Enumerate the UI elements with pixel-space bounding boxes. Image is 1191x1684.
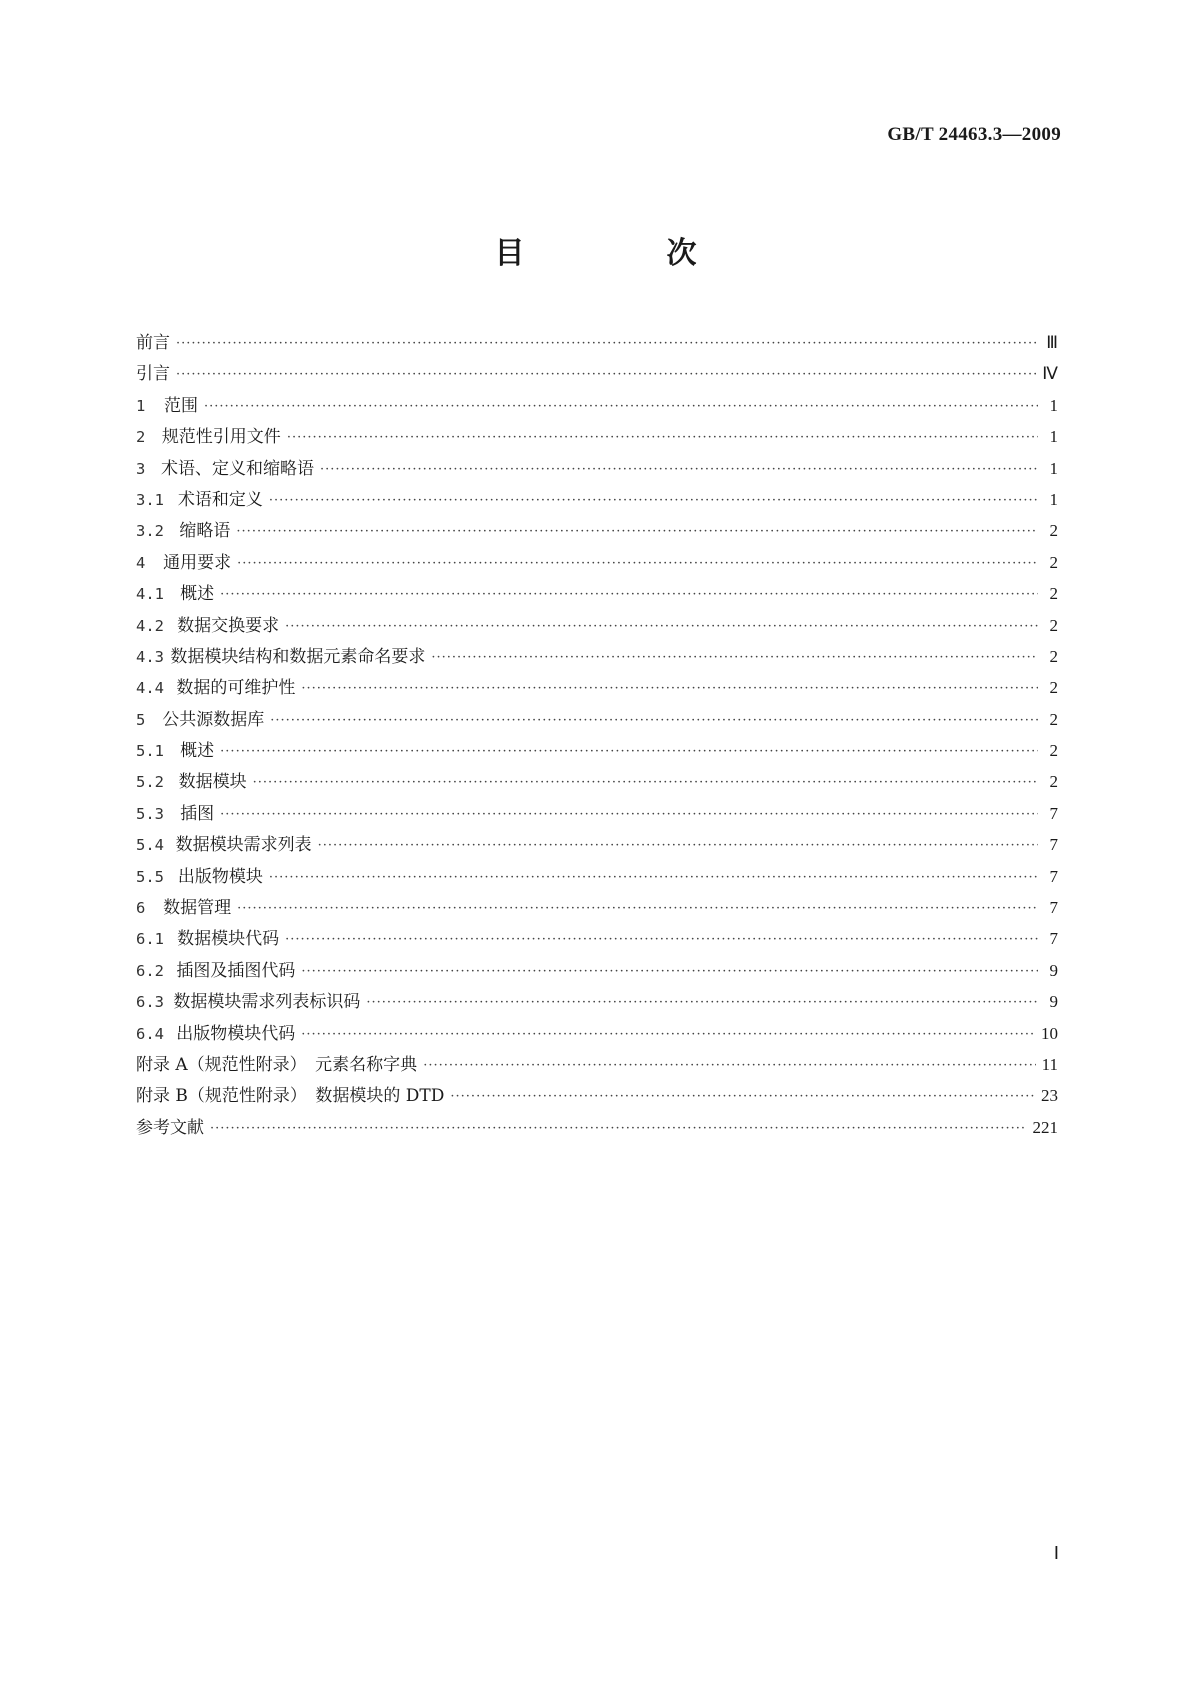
toc-entry-page: 7 xyxy=(1049,898,1058,918)
toc-entry-label: 缩略语 xyxy=(179,521,231,542)
toc-entry-number: 4.2 xyxy=(136,616,164,635)
toc-entry[interactable] xyxy=(136,893,1058,924)
toc-entry-number: 6 xyxy=(136,899,146,918)
toc-dot-leader xyxy=(287,431,1038,444)
toc-entry-page: 9 xyxy=(1049,960,1058,980)
toc-dot-leader xyxy=(318,839,1038,852)
toc-entry[interactable] xyxy=(136,1050,1058,1081)
toc-entry-page: 2 xyxy=(1049,552,1058,572)
toc-dot-leader xyxy=(220,808,1038,821)
toc-entry-label: 前言 xyxy=(136,333,170,353)
toc-dot-leader xyxy=(176,337,1038,350)
toc-entry-number: 5.4 xyxy=(136,836,164,855)
toc-entry-page: 7 xyxy=(1049,929,1058,949)
toc-entry-label: 术语和定义 xyxy=(177,489,263,510)
toc-entry-page: 7 xyxy=(1049,835,1058,855)
toc-dot-leader xyxy=(269,871,1038,884)
toc-entry-label: 数据管理 xyxy=(163,898,232,919)
toc-entry[interactable] xyxy=(136,705,1058,736)
toc-entry-page: 2 xyxy=(1049,615,1058,635)
toc-entry[interactable] xyxy=(136,548,1058,579)
toc-entry-page: 2 xyxy=(1049,709,1058,729)
toc-entry-label: 数据模块需求列表 xyxy=(175,835,312,856)
toc-entry-label: 出版物模块 xyxy=(177,866,263,887)
toc-entry-page: 2 xyxy=(1049,741,1058,761)
toc-entry-label: 数据模块结构和数据元素命名要求 xyxy=(170,646,426,667)
toc-entry-number: 6.1 xyxy=(136,930,164,949)
toc-dot-leader xyxy=(220,588,1038,601)
toc-entry-label: 概述 xyxy=(180,741,215,762)
toc-entry[interactable] xyxy=(136,359,1058,390)
toc-entry[interactable] xyxy=(136,485,1058,516)
toc-entry-page: Ⅳ xyxy=(1042,364,1058,384)
toc-entry-label: 插图及插图代码 xyxy=(176,960,296,981)
toc-entry-page: 23 xyxy=(1041,1086,1058,1106)
toc-entry-page: 1 xyxy=(1049,427,1058,447)
toc-entry[interactable] xyxy=(136,799,1058,830)
page-number: Ⅰ xyxy=(1053,1543,1059,1563)
toc-entry[interactable] xyxy=(136,391,1058,422)
toc-entry-page: 1 xyxy=(1049,489,1058,509)
toc-entry-number: 4 xyxy=(136,553,146,572)
toc-entry-page: 2 xyxy=(1049,678,1058,698)
toc-entry[interactable] xyxy=(136,1113,1058,1144)
toc-dot-leader xyxy=(320,463,1038,476)
toc-entry[interactable] xyxy=(136,642,1058,673)
toc-title: 目 次 xyxy=(494,236,753,271)
toc-dot-leader xyxy=(301,1028,1035,1041)
toc-entry-label: 数据模块 xyxy=(178,772,247,793)
toc-entry-label: 通用要求 xyxy=(163,552,232,573)
standard-code: GB/T 24463.3—2009 xyxy=(887,124,1061,145)
toc-entry-page: 1 xyxy=(1049,395,1058,415)
toc-entry-number: 6.4 xyxy=(136,1024,164,1043)
toc-dot-leader xyxy=(210,1122,1027,1135)
toc-entry-label: 概述 xyxy=(180,584,215,605)
toc-dot-leader xyxy=(366,996,1038,1009)
toc-entry[interactable] xyxy=(136,454,1058,485)
toc-entry-page: 7 xyxy=(1049,866,1058,886)
toc-entry-label: 附录 B（规范性附录） 数据模块的 DTD xyxy=(136,1086,445,1107)
toc-entry-label: 规范性引用文件 xyxy=(161,427,281,448)
toc-dot-leader xyxy=(237,557,1038,570)
toc-entry[interactable] xyxy=(136,767,1058,798)
toc-entry-page: 221 xyxy=(1032,1117,1058,1137)
toc-entry-number: 3 xyxy=(136,459,146,478)
toc-dot-leader xyxy=(237,902,1038,915)
toc-entry[interactable] xyxy=(136,736,1058,767)
toc-entry-number: 4.4 xyxy=(136,679,164,698)
toc-dot-leader xyxy=(431,651,1038,664)
toc-entry[interactable] xyxy=(136,1081,1058,1112)
toc-entry-number: 4.3 xyxy=(136,647,164,666)
toc-dot-leader xyxy=(204,400,1038,413)
toc-entry-page: 10 xyxy=(1041,1023,1058,1043)
toc-entry-number: 1 xyxy=(136,396,146,415)
toc-entry-label: 附录 A（规范性附录） 元素名称字典 xyxy=(136,1054,418,1075)
toc-dot-leader xyxy=(285,620,1038,633)
toc-dot-leader xyxy=(176,368,1036,381)
toc-entry[interactable] xyxy=(136,862,1058,893)
toc-entry[interactable] xyxy=(136,422,1058,453)
toc-entry-label: 范围 xyxy=(164,395,198,416)
toc-entry-number: 6.3 xyxy=(136,993,164,1012)
toc-entry[interactable] xyxy=(136,673,1058,704)
toc-entry-page: 11 xyxy=(1041,1054,1058,1074)
toc-entry-number: 3.2 xyxy=(136,522,164,541)
toc-entry-page: 1 xyxy=(1049,458,1058,478)
toc-entry-number: 2 xyxy=(136,428,146,447)
toc-entry-page: 2 xyxy=(1049,584,1058,604)
toc-entry-label: 数据模块需求列表标识码 xyxy=(173,992,361,1013)
toc-entry-number: 3.1 xyxy=(136,490,164,509)
toc-dot-leader xyxy=(253,776,1038,789)
toc-entry[interactable] xyxy=(136,830,1058,861)
toc-entry[interactable] xyxy=(136,611,1058,642)
toc-entry-label: 数据模块代码 xyxy=(177,929,280,950)
toc-entry[interactable] xyxy=(136,1019,1058,1050)
toc-dot-leader xyxy=(301,965,1038,978)
toc-entry-number: 5.5 xyxy=(136,867,164,886)
toc-entry-number: 4.1 xyxy=(136,585,164,604)
toc-dot-leader xyxy=(269,494,1038,507)
toc-entry[interactable] xyxy=(136,924,1058,955)
toc-entry-page: 2 xyxy=(1049,521,1058,541)
toc-entry-label: 数据交换要求 xyxy=(177,615,280,636)
toc-entry-page: 2 xyxy=(1049,772,1058,792)
toc-entry-page: 7 xyxy=(1049,803,1058,823)
toc-entry-label: 插图 xyxy=(180,803,215,824)
toc-entry-label: 术语、定义和缩略语 xyxy=(160,458,314,479)
toc-entry-label: 引言 xyxy=(136,364,170,385)
toc-entry-number: 5.1 xyxy=(136,742,164,761)
toc-dot-leader xyxy=(220,745,1038,758)
toc-entry[interactable] xyxy=(136,579,1058,610)
toc-entry[interactable] xyxy=(136,516,1058,547)
toc-entry-page: Ⅲ xyxy=(1046,333,1058,352)
toc-dot-leader xyxy=(450,1090,1035,1103)
toc-entry-number: 5.3 xyxy=(136,804,164,823)
toc-entry-page: 2 xyxy=(1049,646,1058,666)
toc-entry-label: 参考文献 xyxy=(136,1117,204,1138)
toc-entry-page: 9 xyxy=(1049,992,1058,1012)
toc-entry-number: 5.2 xyxy=(136,773,164,792)
toc-dot-leader xyxy=(270,714,1038,727)
toc-entry-label: 数据的可维护性 xyxy=(176,678,296,699)
toc-entry[interactable] xyxy=(136,328,1058,359)
toc-entry[interactable] xyxy=(136,956,1058,987)
table-of-contents xyxy=(136,328,1058,1144)
toc-entry[interactable] xyxy=(136,987,1058,1018)
toc-entry-number: 5 xyxy=(136,710,146,729)
toc-entry-label: 出版物模块代码 xyxy=(176,1023,296,1044)
toc-dot-leader xyxy=(423,1059,1035,1072)
toc-entry-number: 6.2 xyxy=(136,961,164,980)
toc-dot-leader xyxy=(236,525,1038,538)
toc-dot-leader xyxy=(301,682,1038,695)
toc-dot-leader xyxy=(285,933,1038,946)
toc-entry-label: 公共源数据库 xyxy=(162,709,265,730)
